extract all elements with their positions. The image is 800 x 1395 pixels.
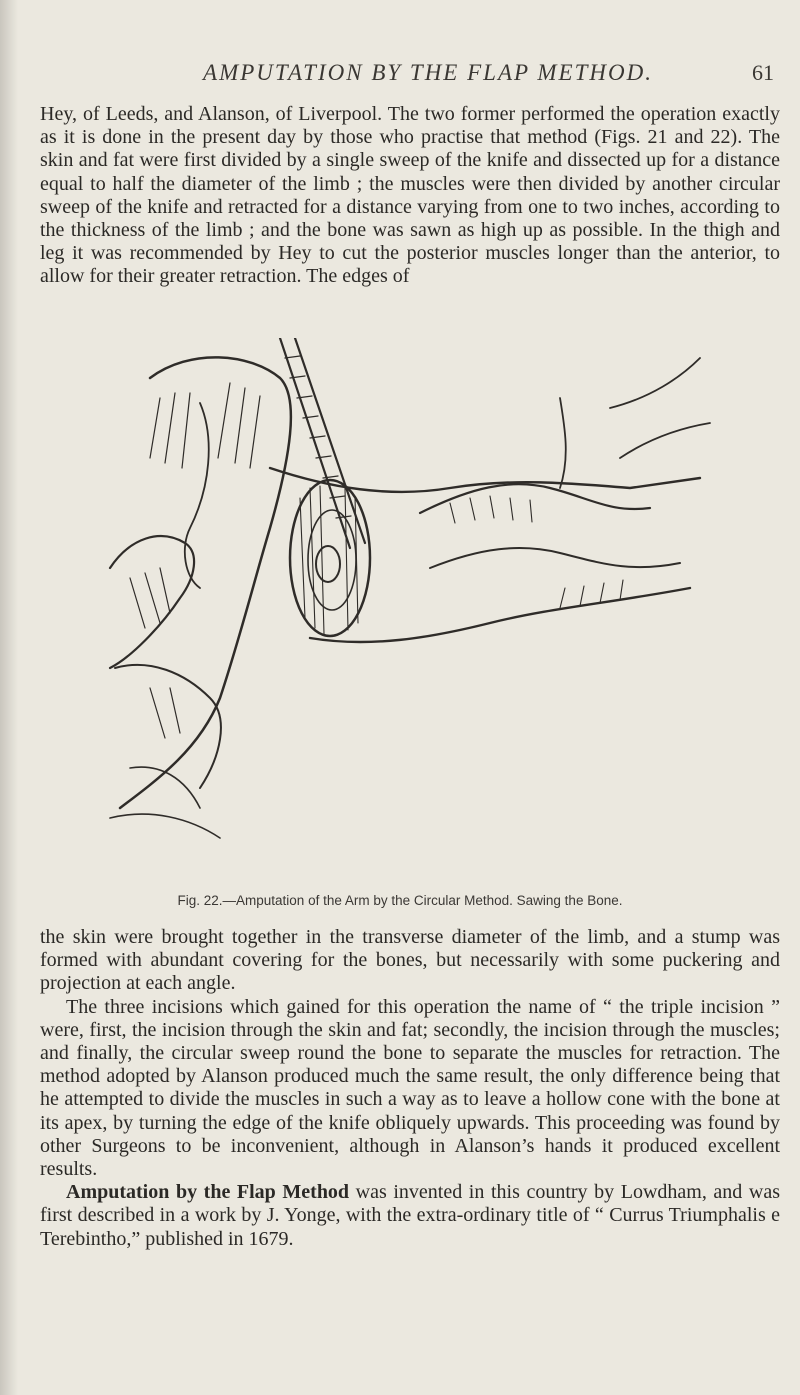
arm-lower-contour [310, 588, 690, 642]
top-text-block [40, 103, 780, 289]
section-heading: Amputation by the Flap Method [66, 1181, 350, 1204]
engraving-illustration [90, 338, 720, 873]
bottom-text-block [40, 926, 780, 1251]
saw-blade [280, 338, 365, 548]
paragraph [40, 1181, 780, 1251]
page-number: 61 [752, 60, 774, 85]
muscle-ring-inner [308, 510, 356, 610]
figure-caption: Fig. 22.—Amputation of the Arm by the Circular Method. Sawing the Bone. [177, 893, 623, 908]
finger-outline [110, 536, 194, 668]
bone-end [316, 546, 340, 582]
paragraph: Hey, of Leeds, and Alanson, of Liverpool. The two former performed the operation exactly as it is done in the present day by those who practise that method (Figs. 21 and 22). The skin and fat were first divided by a single sweep of the knife and dissected up for a distance equal to half the diameter of the limb ; the muscles were then divided by another circular sweep of the knife and retracted for a distance varying from one to two inches, according to the thickness of the limb ; and the bone was sawn as high up as possible. In the thigh and leg it was recommended by Hey to cut the posterior muscles longer than the anterior, to allow for their greater retraction. The edges of [40, 103, 780, 288]
paragraph: The three incisions which gained for this operation the name of “ the triple incision ” were, first, the incision through the skin and fat; secondly, the incision through the muscles; and finally, the circular sweep round the bone to separate the muscles for retraction. The method adopted by Alanson produced much the same result, the only difference being that he attempted to divide the muscles in such a way as to leave a hollow cone with the bone at its apex, by turning the edge of the knife obliquely upwards. This proceeding was found by other Surgeons to be inconvenient, although in Alanson’s hands it produced excellent results. [40, 995, 780, 1181]
thumb-outline [185, 403, 209, 588]
arm-hatching [450, 496, 623, 608]
assistant-hand [560, 358, 710, 488]
figure-amputation-illustration [90, 338, 720, 873]
page-edge-shadow [0, 0, 18, 1395]
running-title: AMPUTATION BY THE FLAP METHOD. [203, 60, 653, 85]
retractor [430, 548, 680, 568]
paragraph-text: was invented in this country by Lowdham, and was first described in a work by J. Yonge, with the extra-ordinary title of “ Currus Triumphalis e Terebintho,” published in 1679. [40, 1181, 780, 1250]
paragraph: the skin were brought together in the transverse diameter of the limb, and a stump was formed with abundant covering for the bones, but necessarily with some puckering and projection at each angle. [40, 926, 780, 995]
hand-outline [120, 357, 291, 808]
